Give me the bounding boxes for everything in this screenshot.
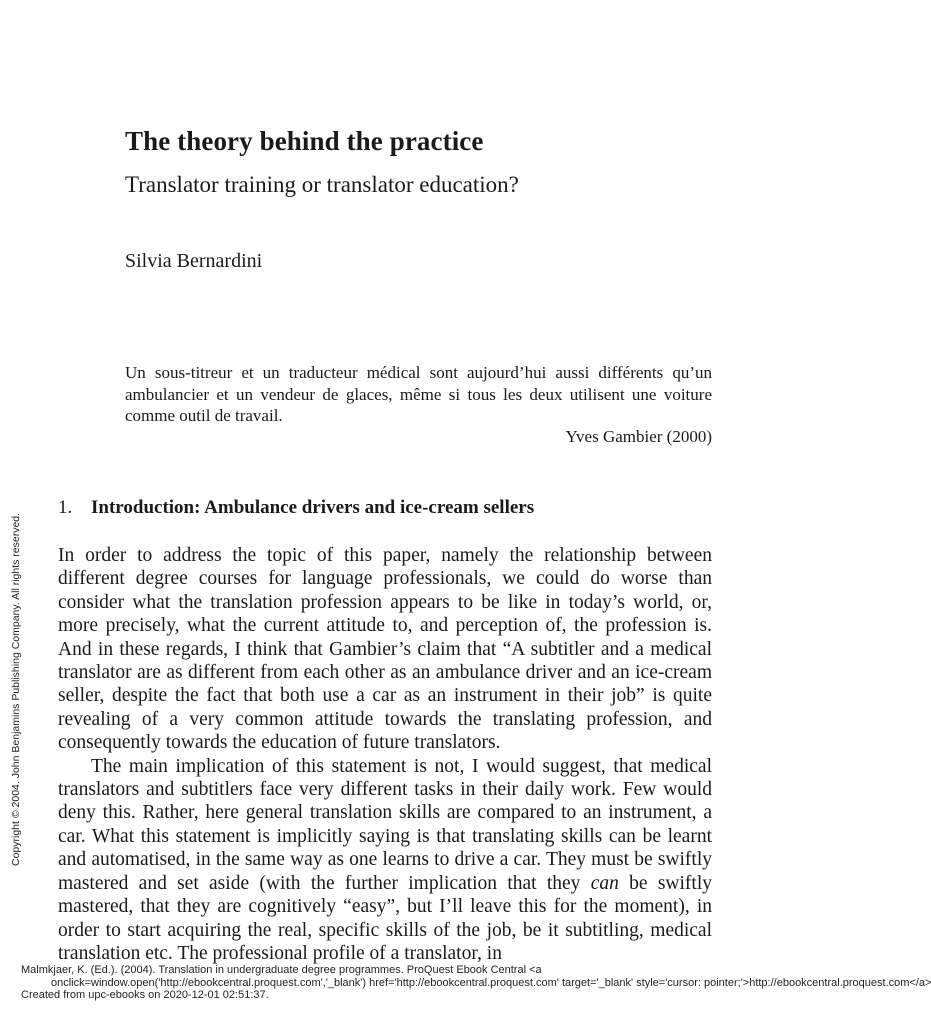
copyright-notice: Copyright © 2004. John Benjamins Publishing Company. All rights reserved. [10, 512, 22, 866]
epigraph-attribution: Yves Gambier (2000) [565, 427, 712, 446]
body-text-run: The main implication of this statement is not, I would suggest, that medical translators and subtitlers face very different tasks in their daily work. Few would deny this. Rather, here general translation skills are compared to an instrument, a car. What this statement is implicitly saying is that translating skills can be learnt and automatised, in the same way as one learns to drive a car. They must be swiftly mastered and set aside (with the further implication that they [58, 755, 712, 894]
body-text-run: be swiftly mastered, that they are cognitively “easy”, but I’ll leave this for the moment), in order to start acquiring the real, specific skills of the job, be it subtitling, medical translation etc. The professional profile of a translator, in [58, 872, 713, 964]
section-number: 1. [58, 497, 73, 518]
emphasis-text: can [590, 872, 619, 894]
epigraph-quote: Un sous-titreur et un traducteur médical sont aujourd’hui aussi différents qu’un ambulancier et un vendeur de glaces, même si tous les deux utilisent une voiture comme outil de travail. [125, 363, 712, 425]
section-title: Introduction: Ambulance drivers and ice-cream sellers [91, 497, 535, 518]
footer-link-line[interactable]: onclick=window.open('http://ebookcentral.proquest.com','_blank') href='http://ebookcentral.proquest.com' target='_blank' style='cursor: pointer;'>http://ebookcentral.proquest.com</a> [51, 976, 931, 989]
footer-line: Malmkjaer, K. (Ed.). (2004). Translation in undergraduate degree programmes. ProQuest Ebook Central <a [21, 964, 542, 976]
chapter-title: The theory behind the practice [125, 126, 484, 156]
chapter-author: Silvia Bernardini [125, 250, 263, 272]
body-paragraph: In order to address the topic of this paper, namely the relationship between different degree courses for language professionals, we could do worse than consider what the translation profession appears to be like in today’s world, or, more precisely, what the current attitude to, and perception of, the profession is. And in these regards, I think that Gambier’s claim that “A subtitler and a medical translator are as different from each other as an ambulance driver and an ice-cream seller, despite the fact that both use a car as an instrument in their job” is quite revealing of a very common attitude towards the translating profession, and consequently towards the education of future translators. [58, 545, 712, 754]
body-paragraph [58, 755, 712, 966]
footer-line: Created from upc-ebooks on 2020-12-01 02:51:37. [21, 989, 269, 1001]
body-text [58, 544, 712, 965]
section-heading [58, 497, 534, 519]
citation-footer [21, 964, 931, 1002]
chapter-subtitle: Translator training or translator education? [125, 172, 519, 197]
